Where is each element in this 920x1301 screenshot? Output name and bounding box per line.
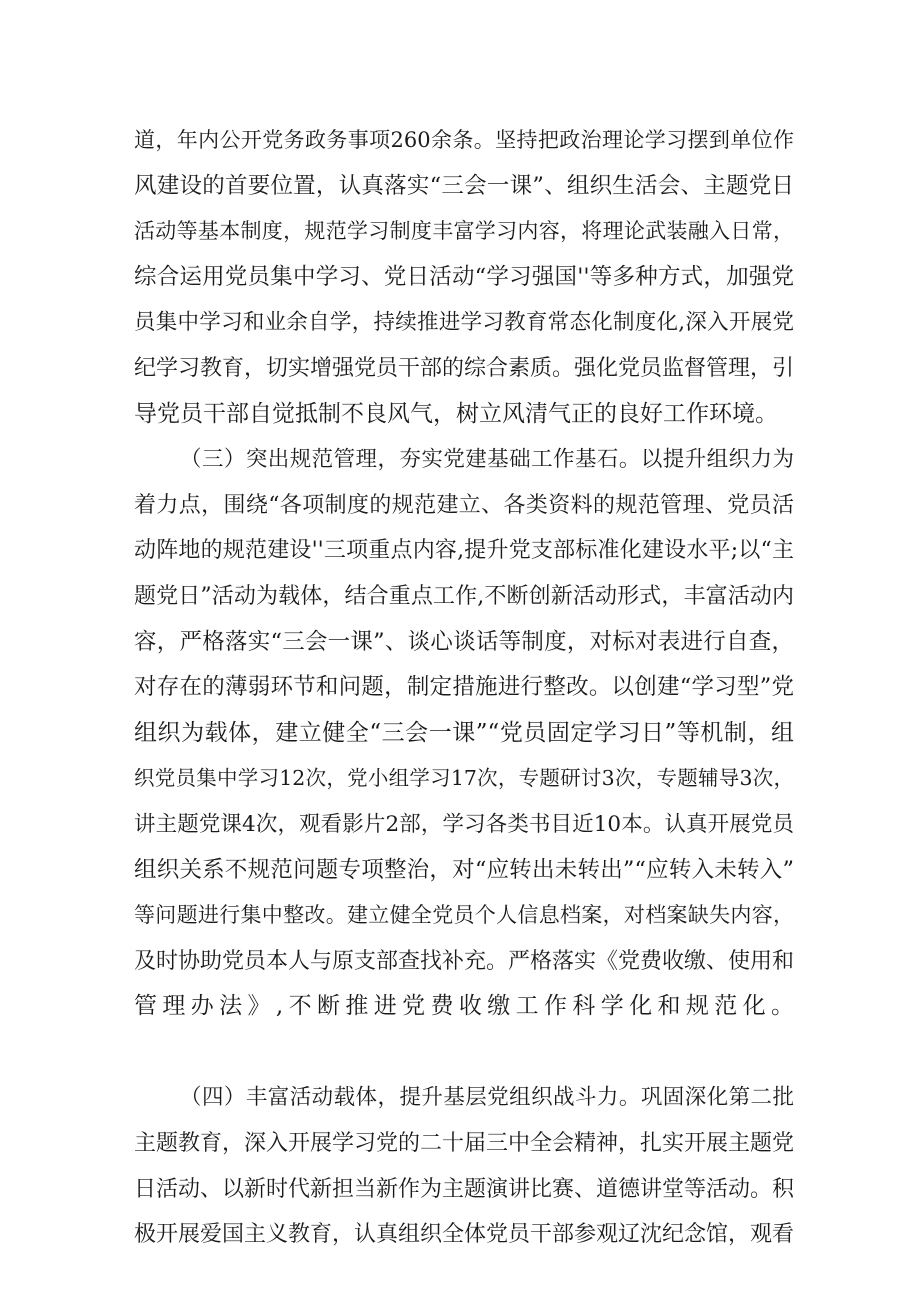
body-text xyxy=(134,118,794,1258)
text-line: 管理办法》,不断推进党费收缴工作科学化和规范化。 xyxy=(134,993,794,1020)
text-line: 题党日”活动为载体，结合重点工作,不断创新活动形式，丰富活动内 xyxy=(134,583,794,609)
text-line: 道，年内公开党务政务事项260余条。坚持把政治理论学习摆到单位作 xyxy=(134,128,794,152)
text-line: 讲主题党课4次，观看影片2部，学习各类书目近10本。认真开展党员 xyxy=(134,811,794,837)
text-line: 综合运用党员集中学习、党日活动“学习强国''等多种方式，加强党 xyxy=(134,263,794,290)
section-heading-line: （三）突出规范管理，夯实党建基础工作基石。以提升组织力为 xyxy=(180,447,794,473)
section-heading-line: （四）丰富活动载体，提升基层党组织战斗力。巩固深化第二批 xyxy=(180,1085,794,1111)
text-line: 活动等基本制度，规范学习制度丰富学习内容，将理论武装融入日常， xyxy=(134,219,794,244)
text-line: 主题教育，深入开展学习党的二十届三中全会精神，扎实开展主题党 xyxy=(134,1131,794,1157)
text-line: 员集中学习和业余自学，持续推进学习教育常态化制度化,深入开展党 xyxy=(134,310,794,336)
text-line: 纪学习教育，切实增强党员干部的综合素质。强化党员监督管理，引 xyxy=(134,355,794,381)
text-line: 对存在的薄弱环节和问题，制定措施进行整改。以创建“学习型”党 xyxy=(134,674,794,701)
paragraph-1 xyxy=(134,118,794,437)
text-line: 极开展爱国主义教育，认真组织全体党员干部参观辽沈纪念馆，观看 xyxy=(134,1222,794,1248)
text-line: 着力点，围绕“各项制度的规范建立、各类资料的规范管理、党员活 xyxy=(134,492,794,518)
paragraph-2 xyxy=(134,437,794,1075)
text-line: 组织为载体，建立健全“三会一课”“党员固定学习日”等机制，组 xyxy=(134,719,794,746)
text-line: 导党员干部自觉抵制不良风气，树立风清气正的良好工作环境。 xyxy=(134,400,778,427)
text-line: 织党员集中学习12次，党小组学习17次，专题研讨3次，专题辅导3次， xyxy=(134,766,794,791)
text-line xyxy=(134,1030,794,1076)
paragraph-3 xyxy=(134,1075,794,1257)
text-line: 等问题进行集中整改。建立健全党员个人信息档案，对档案缺失内容， xyxy=(134,903,794,928)
text-line: 及时协助党员本人与原支部查找补充。严格落实《党费收缴、使用和 xyxy=(134,948,794,974)
text-line: 动阵地的规范建设''三项重点内容,提升党支部标准化建设水平;以“主 xyxy=(134,538,794,564)
text-line: 风建设的首要位置，认真落实“三会一课”、组织生活会、主题党日 xyxy=(134,172,794,199)
text-line: 日活动、以新时代新担当新作为主题演讲比赛、道德讲堂等活动。积 xyxy=(134,1176,794,1202)
text-line: 容，严格落实“三会一课”、谈心谈话等制度，对标对表进行自查， xyxy=(134,628,794,655)
text-line: 组织关系不规范问题专项整治，对“应转出未转出”“应转入未转入” xyxy=(134,856,794,883)
